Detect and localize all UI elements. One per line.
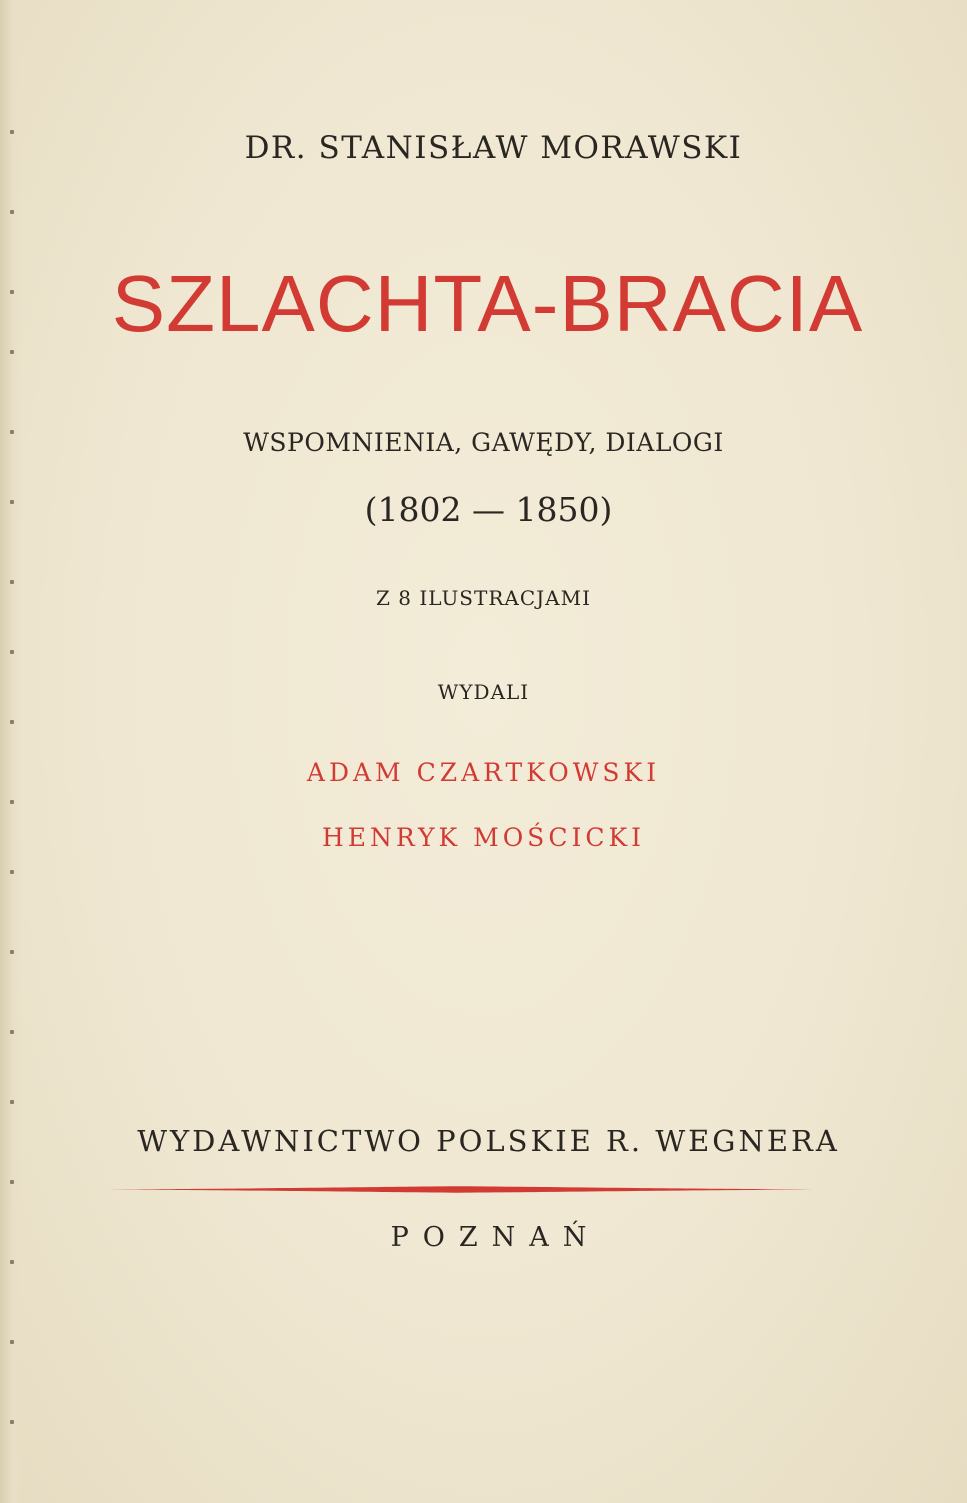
editors-label: WYDALI <box>437 680 530 704</box>
binding-stitch <box>10 950 14 954</box>
binding-stitch <box>10 800 14 804</box>
binding-edge <box>0 0 22 1503</box>
binding-stitch <box>10 720 14 724</box>
publisher-name: WYDAWNICTWO POLSKIE R. WEGNERA <box>137 1124 840 1158</box>
binding-stitch <box>10 650 14 654</box>
decorative-rule <box>108 1186 813 1193</box>
binding-stitch <box>10 1260 14 1264</box>
binding-stitch <box>10 1420 14 1424</box>
binding-stitch <box>10 1180 14 1184</box>
publication-city: POZNAŃ <box>390 1222 601 1253</box>
date-range: (1802 — 1850) <box>364 490 613 529</box>
editor-name: HENRYK MOŚCICKI <box>321 823 645 852</box>
binding-stitch <box>10 580 14 584</box>
book-title: SZLACHTA-BRACIA <box>111 259 864 348</box>
binding-stitch <box>10 1340 14 1344</box>
illustrations-note: Z 8 ILUSTRACJAMI <box>376 586 591 610</box>
binding-stitch <box>10 210 14 214</box>
binding-stitch <box>10 350 14 354</box>
editor-name: ADAM CZARTKOWSKI <box>306 758 661 787</box>
binding-stitch <box>10 1100 14 1104</box>
author-name: DR. STANISŁAW MORAWSKI <box>244 130 743 166</box>
book-subtitle: WSPOMNIENIA, GAWĘDY, DIALOGI <box>243 428 724 457</box>
binding-stitch <box>10 1030 14 1034</box>
binding-stitch <box>10 870 14 874</box>
